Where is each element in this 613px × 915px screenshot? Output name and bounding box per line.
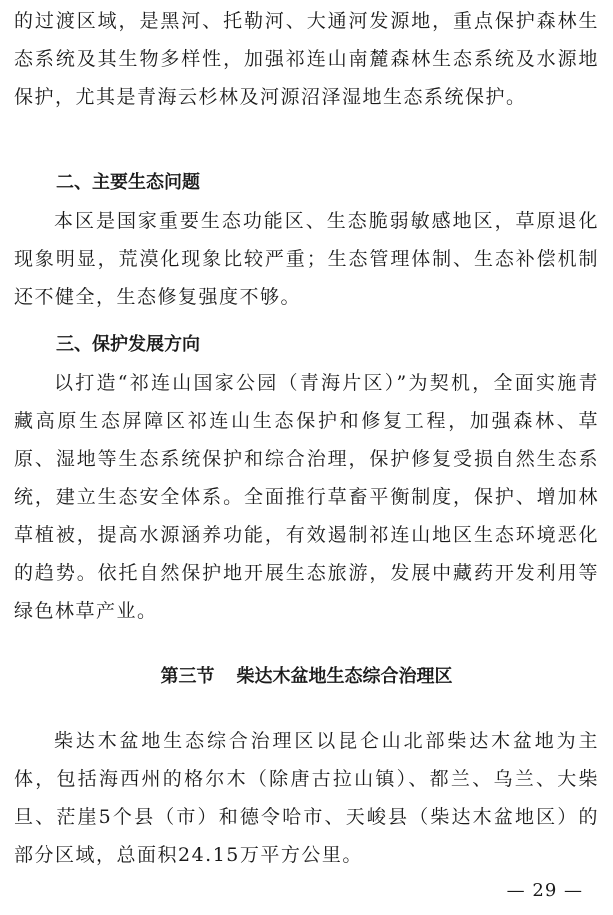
paragraph-ecological-problems: 本区是国家重要生态功能区、生态脆弱敏感地区，草原退化现象明显，荒漠化现象比较严重；生态管理体制、生态补偿机制还不健全，生态修复强度不够。 <box>14 210 599 308</box>
page-number: — 29 — <box>506 880 583 901</box>
section-number: 第三节 <box>160 666 215 687</box>
heading-main-ecological-problems: 二、主要生态问题 <box>56 172 200 193</box>
paragraph-protection-focus: 的过渡区域，是黑河、托勒河、大通河发源地，重点保护森林生态系统及其生物多样性，加强祁连山南麓森林生态系统及水源地保护，尤其是青海云杉林及河源沼泽湿地生态系统保护。 <box>14 10 599 108</box>
section-name: 柴达木盆地生态综合治理区 <box>236 666 453 687</box>
paragraph-qaidam-basin-overview: 柴达木盆地生态综合治理区以昆仑山北部柴达木盆地为主体，包括海西州的格尔木（除唐古拉山镇）、都兰、乌兰、大柴旦、茫崖5个县（市）和德令哈市、天峻县（柴达木盆地区）的部分区域，总面积24.15万平方公里。 <box>14 730 599 866</box>
heading-protection-development-direction: 三、保护发展方向 <box>56 334 200 355</box>
section-title <box>0 658 613 696</box>
paragraph-development-direction: 以打造“祁连山国家公园（青海片区）”为契机，全面实施青藏高原生态屏障区祁连山生态保护和修复工程，加强森林、草原、湿地等生态系统保护和综合治理，保护修复受损自然生态系统，建立生态安全体系。全面推行草畜平衡制度，保护、增加林草植被，提高水源涵养功能，有效遏制祁连山地区生态环境恶化的趋势。依托自然保护地开展生态旅游，发展中藏药开发利用等绿色林草产业。 <box>14 372 599 622</box>
